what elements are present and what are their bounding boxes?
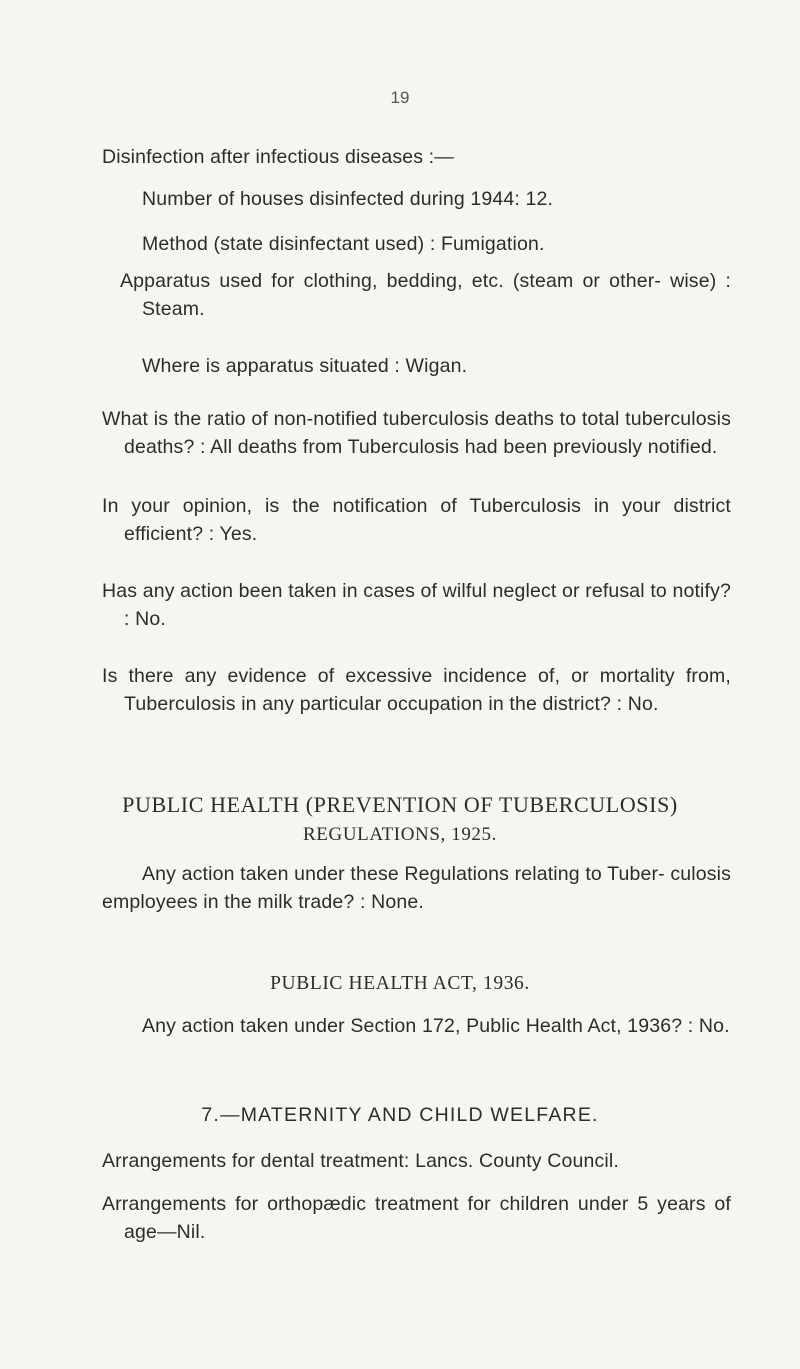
dental-arrangements: Arrangements for dental treatment: Lancs. County Council. — [102, 1150, 619, 1172]
disinfection-method: Method (state disinfectant used) : Fumigation. — [142, 233, 545, 255]
tb-efficient-text: In your opinion, is the notification of Tuberculosis in your district efficient? : Yes. — [102, 495, 731, 545]
apparatus-text: Apparatus used for clothing, bedding, etc. (steam or other- wise) : Steam. — [120, 270, 731, 320]
regs-1925-text: Any action taken under these Regulations relating to Tuber- culosis employees in the milk trade? : None. — [102, 863, 731, 913]
tb-ratio-question — [102, 405, 731, 461]
orthopaedic-text: Arrangements for orthopædic treatment for children under 5 years of age—Nil. — [102, 1193, 731, 1243]
tb-occupation-text: Is there any evidence of excessive incidence of, or mortality from, Tuberculosis in any particular occupation in the district? : No. — [102, 665, 731, 715]
houses-disinfected: Number of houses disinfected during 1944: 12. — [142, 188, 554, 210]
regs-1925-question — [102, 860, 731, 916]
tb-efficient-question — [102, 492, 731, 548]
act-1936-question — [102, 1012, 731, 1040]
maternity-title: 7.—MATERNITY AND CHILD WELFARE. — [201, 1104, 599, 1126]
orthopaedic-arrangements — [102, 1190, 731, 1246]
act-1936-title: PUBLIC HEALTH ACT, 1936. — [270, 973, 530, 994]
disinfection-heading: Disinfection after infectious diseases :— — [102, 146, 454, 168]
page-number: 19 — [390, 88, 410, 107]
regs-1925-title-line2: REGULATIONS, 1925. — [303, 824, 497, 845]
act-1936-text: Any action taken under Section 172, Public Health Act, 1936? : No. — [142, 1015, 730, 1037]
disinfection-apparatus — [120, 267, 731, 323]
tb-neglect-question — [102, 577, 731, 633]
apparatus-location: Where is apparatus situated : Wigan. — [142, 355, 468, 377]
tb-occupation-question — [102, 662, 731, 718]
tb-ratio-text: What is the ratio of non-notified tuberculosis deaths to total tuberculosis deaths? : All deaths from Tuberculosis had been previously notified. — [102, 408, 731, 458]
regs-1925-title-line1: PUBLIC HEALTH (PREVENTION OF TUBERCULOSIS) — [122, 792, 678, 817]
tb-neglect-text: Has any action been taken in cases of wilful neglect or refusal to notify? : No. — [102, 580, 731, 630]
